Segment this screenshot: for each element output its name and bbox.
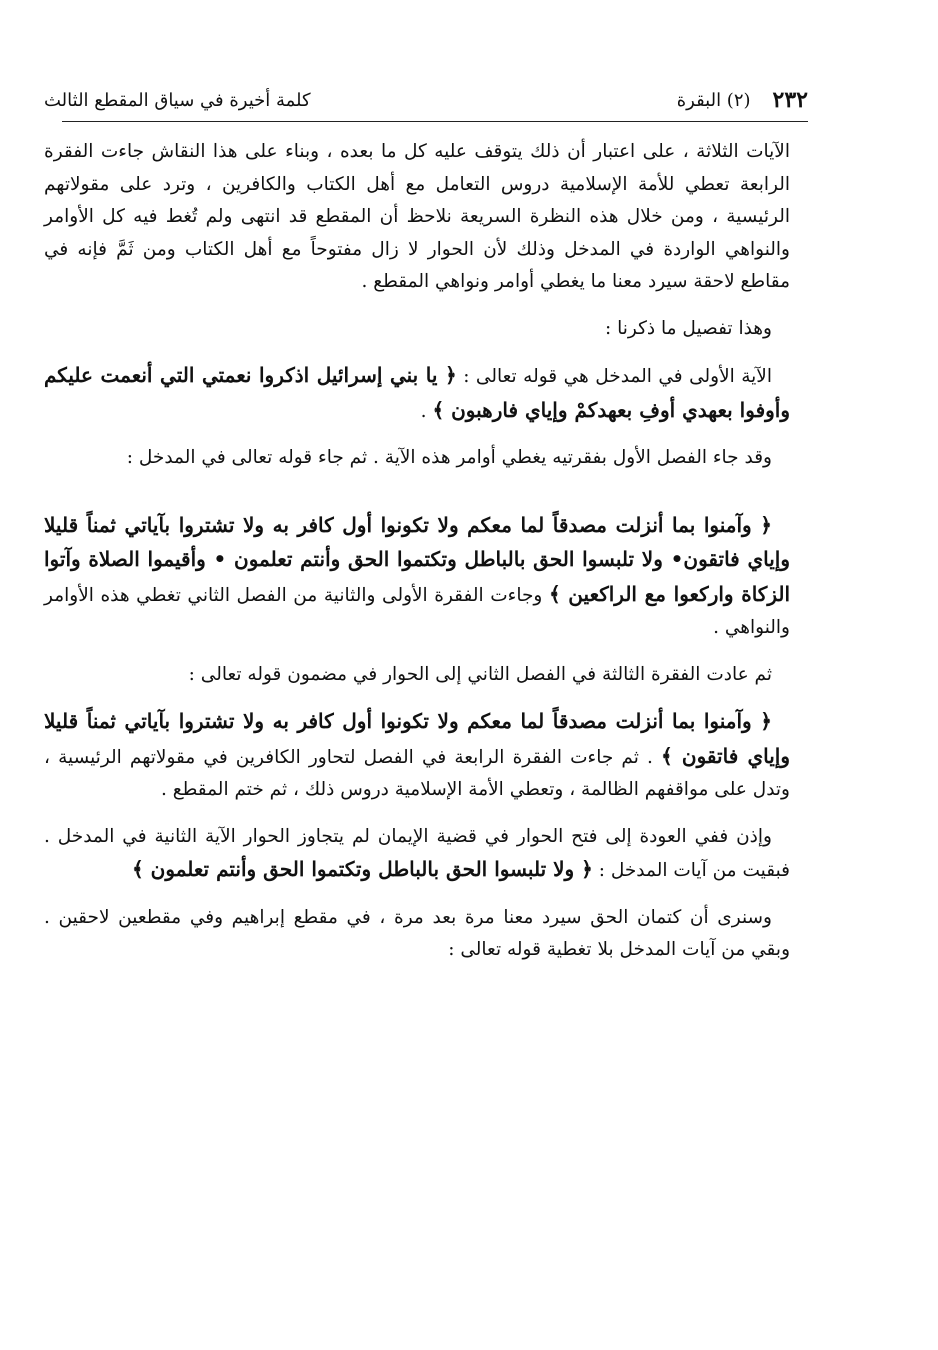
page-header	[44, 82, 808, 118]
header-divider	[62, 121, 808, 122]
paragraph-p7	[44, 705, 790, 807]
body-text: الآية الأولى في المدخل هي قوله تعالى :	[456, 366, 772, 387]
paragraph-p5	[44, 509, 790, 645]
paragraph-p4	[44, 442, 790, 475]
body-text: . ثم جاءت الفقرة الرابعة في الفصل لتحاور الكافرين في مقولاتهم الرئيسية ، وتدل على مواقفهم الظالمة ، وتعطي الأمة الإسلامية دروس ذلك ، ثم ختم المقطع .	[44, 746, 790, 800]
paragraph-p8	[44, 821, 790, 888]
quran-verse: ﴿ يا بني إسرائيل اذكروا نعمتي التي أنعمت عليكم وأوفوا بعهدي أوفِ بعهدكمْ وإياي فارهبون ﴾	[44, 363, 790, 422]
body-text: وإذن ففي العودة إلى فتح الحوار في قضية الإيمان لم يتجاوز الحوار الآية الثانية في المدخل . فبقيت من آيات المدخل :	[44, 825, 790, 881]
quran-verse: ﴿ ولا تلبسوا الحق بالباطل وتكتموا الحق وأنتم تعلمون ﴾	[132, 857, 593, 881]
section-title: كلمة أخيرة في سياق المقطع الثالث	[44, 89, 311, 111]
paragraph-p3	[44, 359, 790, 428]
page-number: ٢٣٢	[772, 87, 808, 113]
paragraph-p9	[44, 902, 790, 967]
body-text: وجاءت الفقرة الأولى والثانية من الفصل الثاني تغطي هذه الأوامر والنواهي .	[44, 584, 790, 638]
paragraph-gap	[44, 489, 790, 509]
page-body	[44, 136, 790, 981]
quran-verse: ﴿ وآمنوا بما أنزلت مصدقاً لما معكم ولا تكونوا أول كافر به ولا تشتروا بآياتي ثمناً قليلا وإياي فاتقون• ولا تلبسوا الحق بالباطل وتكتموا الحق وأنتم تعلمون • وأقيموا الصلاة وآتوا الزكاة واركعوا مع الراكعين ﴾	[44, 512, 791, 606]
body-text: وقد جاء الفصل الأول بفقرتيه يغطي أوامر هذه الآية . ثم جاء قوله تعالى في المدخل :	[126, 447, 772, 468]
header-right-group	[677, 87, 808, 113]
quran-verse: ﴿ وآمنوا بما أنزلت مصدقاً لما معكم ولا تكونوا أول كافر به ولا تشتروا بآياتي ثمناً قليلا وإياي فاتقون ﴾	[44, 709, 790, 768]
paragraph-p2	[44, 313, 790, 346]
paragraph-p6	[44, 659, 790, 692]
body-text: .	[420, 400, 433, 422]
body-text: وهذا تفصيل ما ذكرنا :	[604, 317, 772, 339]
paragraph-p1	[44, 136, 790, 299]
body-text: ثم عادت الفقرة الثالثة في الفصل الثاني إلى الحوار في مضمون قوله تعالى :	[188, 663, 772, 685]
body-text: الآيات الثلاثة ، على اعتبار أن ذلك يتوقف عليه كل ما بعده ، وبناء على هذا النقاش جاءت الفقرة الرابعة تعطي للأمة الإسلامية دروس التعامل مع أهل الكتاب والكافرين ، وترد على مقولاتهم الرئيسية ، ومن خلال هذه النظرة السريعة نلاحظ أن المقطع قد انتهى ولم تُغط فيه كل الأوامر والنواهي الواردة في المدخل وذلك لأن الحوار لا زال مفتوحاً مع أهل الكتاب ومن ثَمَّ فإنه في مقاطع لاحقة سيرد معنا ما يغطي أوامر ونواهي المقطع .	[44, 141, 790, 292]
surah-label: (٢) البقرة	[676, 89, 751, 111]
body-text: وسنرى أن كتمان الحق سيرد معنا مرة بعد مرة ، في مقطع إبراهيم وفي مقطعين لاحقين . وبقي من آيات المدخل بلا تغطية قوله تعالى :	[44, 906, 790, 960]
